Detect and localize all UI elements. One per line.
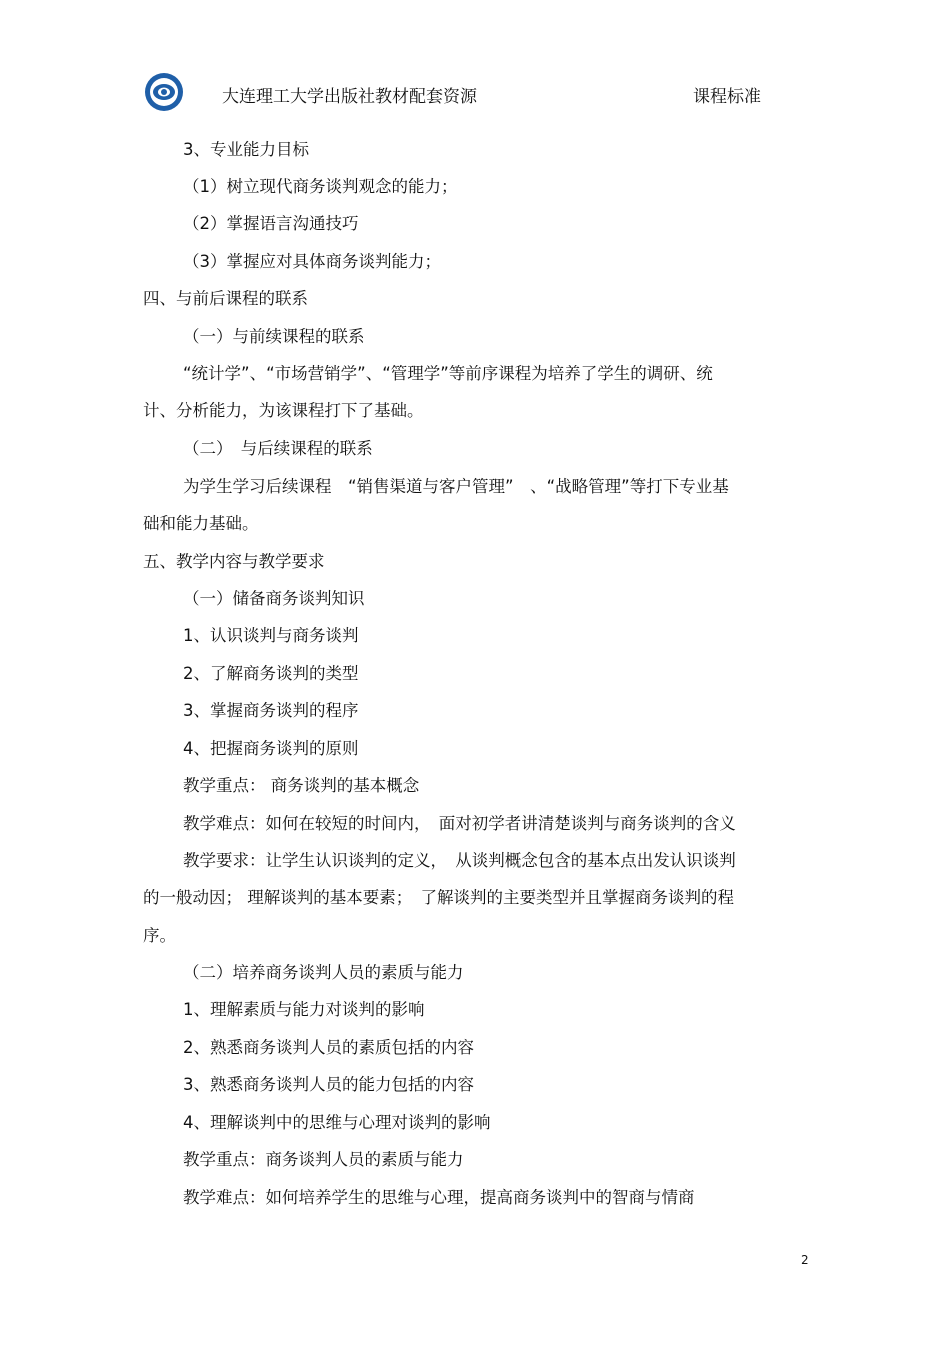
list-item: （2）掌握语言沟通技巧: [183, 214, 359, 233]
university-seal-logo: [143, 71, 185, 113]
paragraph-line: 为学生学习后续课程 “销售渠道与客户管理” 、“战略管理”等打下专业基: [183, 477, 729, 496]
teaching-requirement: 教学要求：让学生认识谈判的定义， 从谈判概念包含的基本点出发认识谈判: [183, 851, 736, 870]
chapter-heading: 四、与前后课程的联系: [143, 289, 308, 308]
list-item: 3、熟悉商务谈判人员的能力包括的内容: [183, 1075, 474, 1094]
paragraph-line: 计、分析能力，为该课程打下了基础。: [143, 401, 424, 420]
list-item: 4、理解谈判中的思维与心理对谈判的影响: [183, 1113, 491, 1132]
teaching-focus: 教学重点： 商务谈判的基本概念: [183, 776, 420, 795]
list-item: 3、掌握商务谈判的程序: [183, 701, 359, 720]
teaching-difficulty: 教学难点：如何在较短的时间内， 面对初学者讲清楚谈判与商务谈判的含义: [183, 814, 736, 833]
list-item: 2、熟悉商务谈判人员的素质包括的内容: [183, 1038, 474, 1057]
list-item: （1）树立现代商务谈判观念的能力；: [183, 177, 458, 196]
paragraph-line: “统计学”、“市场营销学”、“管理学”等前序课程为培养了学生的调研、统: [183, 364, 713, 383]
subsection-heading: （二） 与后续课程的联系: [183, 439, 373, 458]
paragraph-line: 础和能力基础。: [143, 514, 259, 533]
teaching-focus: 教学重点：商务谈判人员的素质与能力: [183, 1150, 464, 1169]
document-type: 课程标准: [693, 87, 761, 107]
page-header: [0, 0, 950, 130]
list-item: （3）掌握应对具体商务谈判能力；: [183, 252, 441, 271]
subsection-heading: （二）培养商务谈判人员的素质与能力: [183, 963, 464, 982]
list-item: 1、理解素质与能力对谈判的影响: [183, 1000, 425, 1019]
subsection-heading: （一）储备商务谈判知识: [183, 589, 365, 608]
page-number: 2: [801, 1253, 809, 1267]
subsection-heading: （一）与前续课程的联系: [183, 327, 365, 346]
list-item: 4、把握商务谈判的原则: [183, 739, 359, 758]
chapter-heading: 五、教学内容与教学要求: [143, 552, 325, 571]
section-heading: 3、专业能力目标: [183, 140, 309, 159]
teaching-difficulty: 教学难点：如何培养学生的思维与心理，提高商务谈判中的智商与情商: [183, 1188, 695, 1207]
list-item: 1、认识谈判与商务谈判: [183, 626, 359, 645]
paragraph-line: 序。: [143, 926, 176, 945]
paragraph-line: 的一般动因； 理解谈判的基本要素； 了解谈判的主要类型并且掌握商务谈判的程: [143, 888, 734, 907]
publisher-title: 大连理工大学出版社教材配套资源: [222, 87, 477, 107]
list-item: 2、了解商务谈判的类型: [183, 664, 359, 683]
